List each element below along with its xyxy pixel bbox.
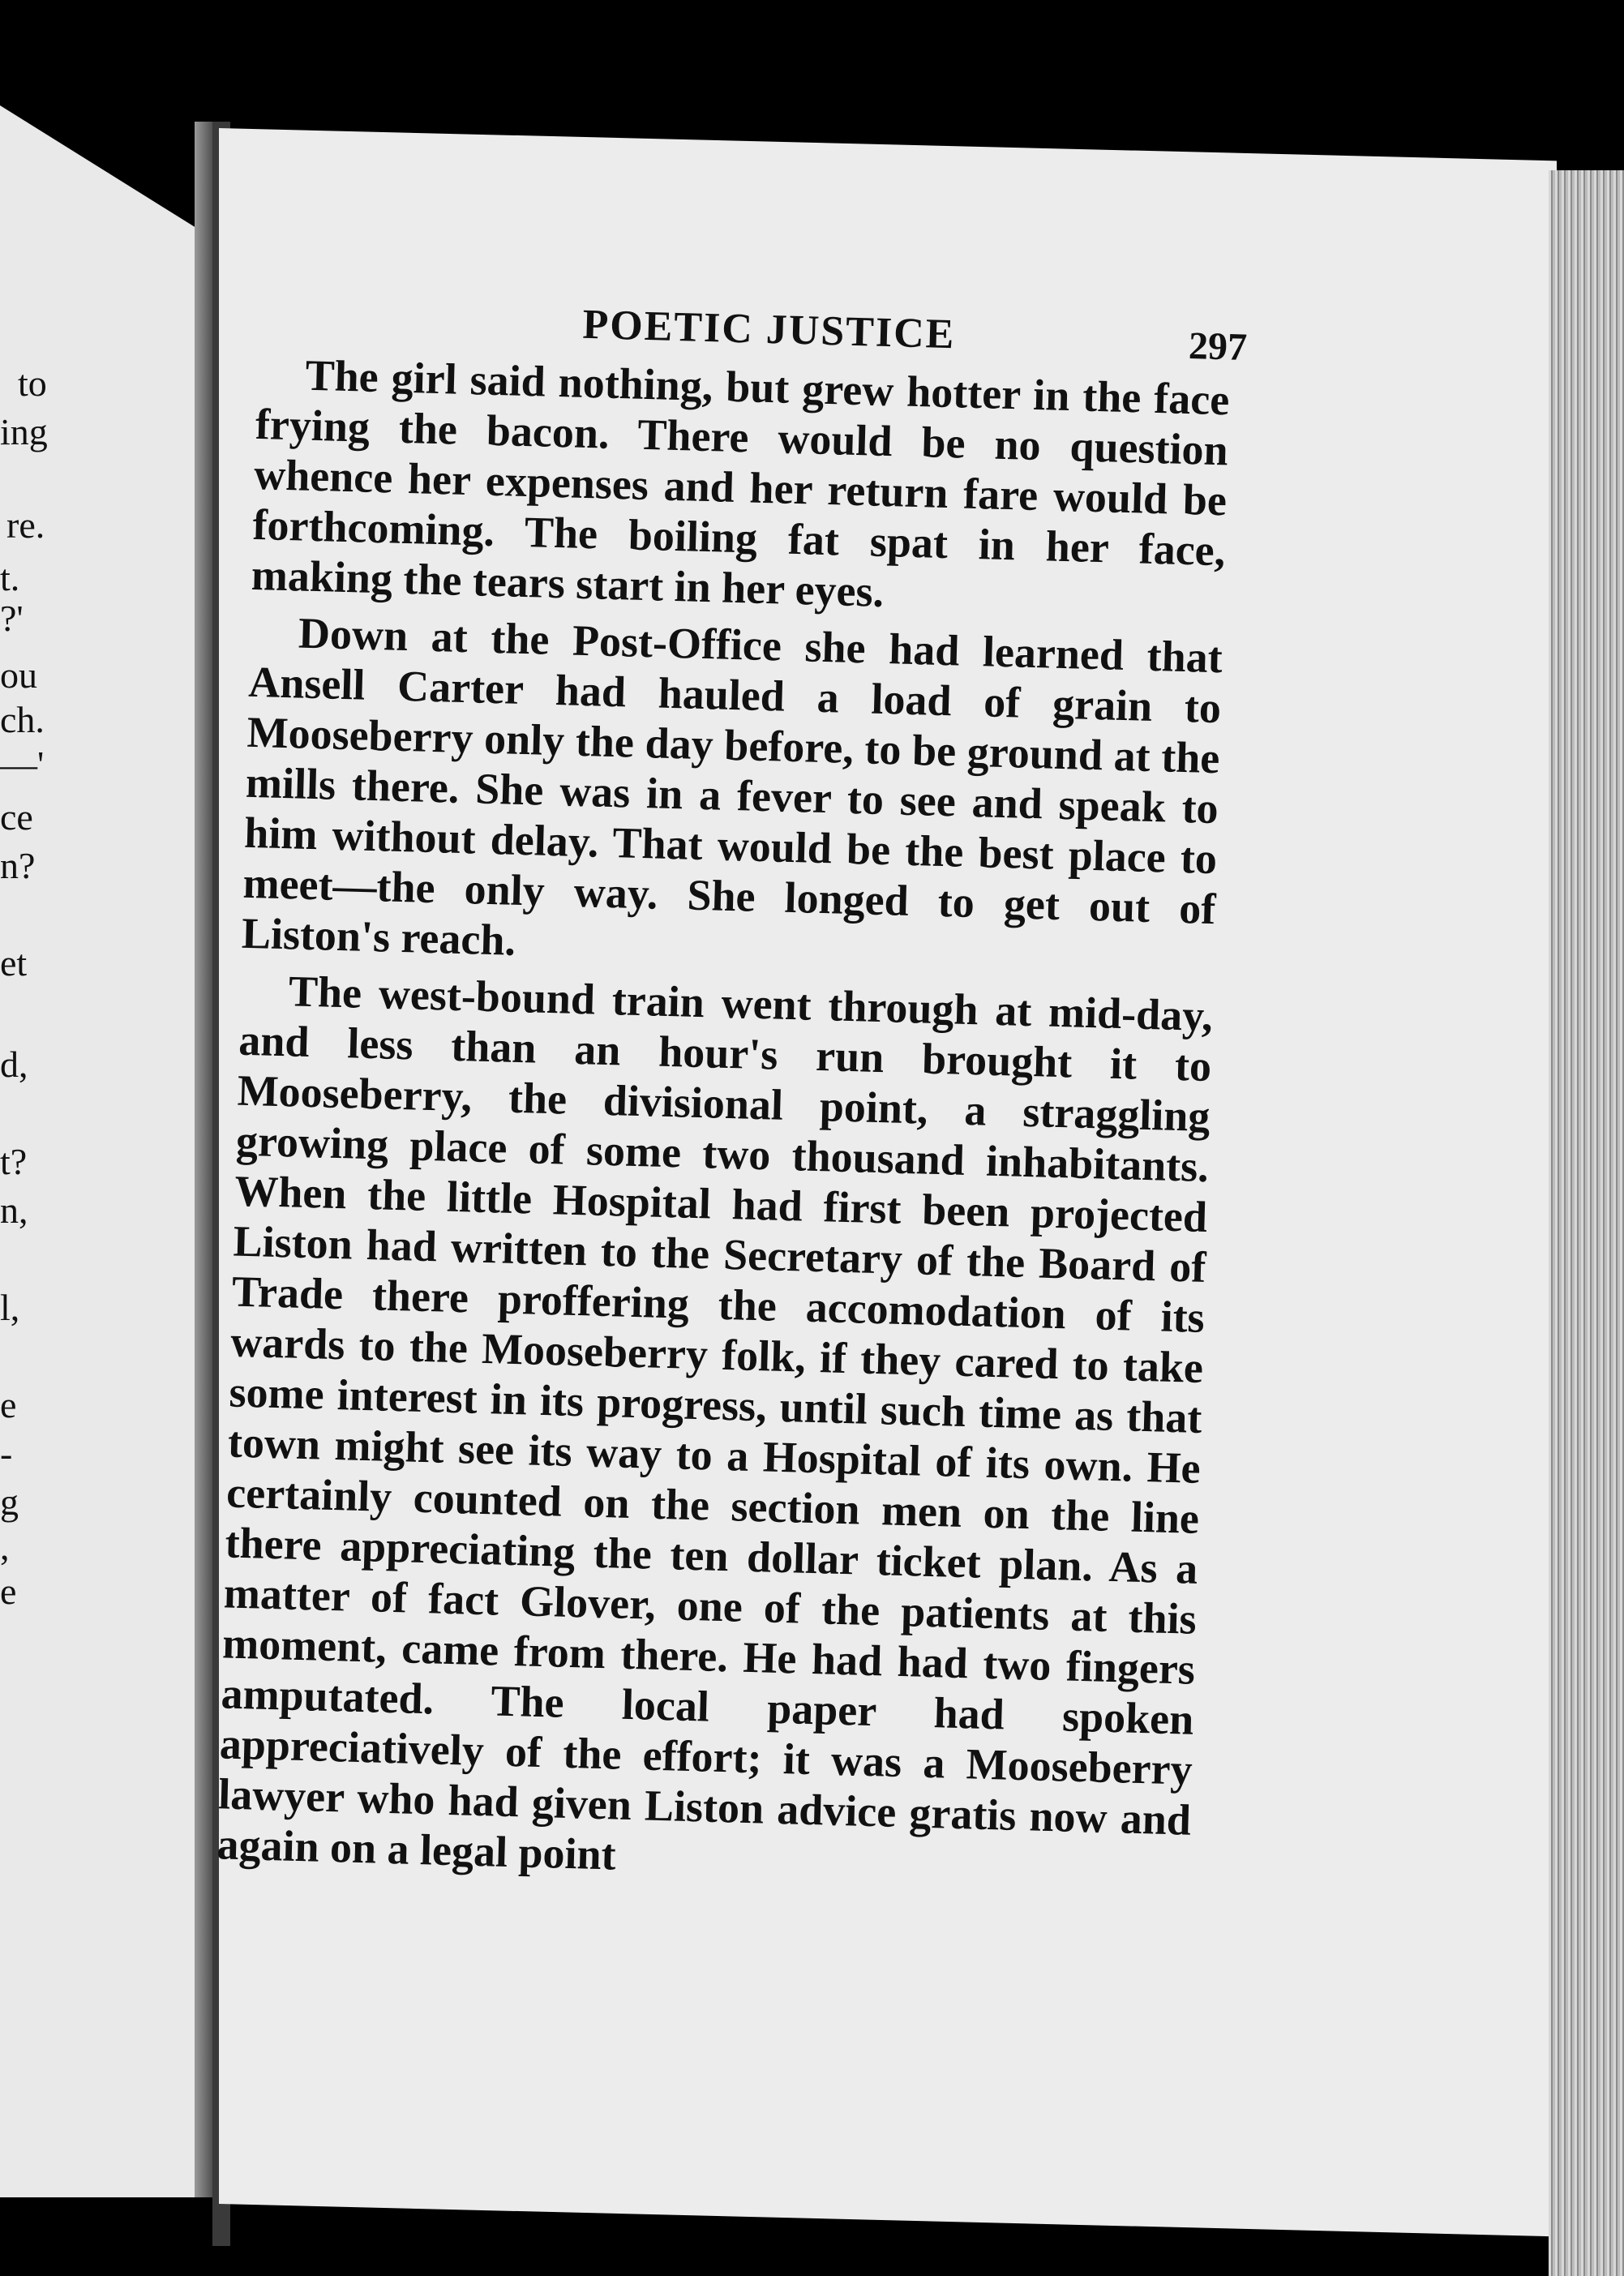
paragraph: The girl said nothing, but grew hotter in the face frying the bacon. There would be no question whence her expenses and her return fare would be forthcoming. The boiling fat spat in her face, making the tears start in her eyes. — [251, 350, 1231, 616]
facing-fragment: —' — [0, 744, 45, 785]
facing-fragment: , — [0, 1526, 10, 1567]
page-number: 297 — [1188, 324, 1248, 369]
facing-fragment: d, — [0, 1044, 28, 1085]
facing-fragment: e — [0, 1384, 17, 1425]
paragraph: The west-bound train went through at mid-day, and less than an hour's run brought it to Mooseberry, the divisional point, a straggling growing place of some two thousand inhabitants. When the little Hospital had first been projected Liston had written to the Secretary of the Board of Trade there proffering the accomodation of its wards to the Mooseberry folk, if they cared to take some interest in its progress, until such time as that town might see its way to a Hospital of its own. He certainly counted on the section men on the line there appreciating the ten dollar ticket plan. As a matter of fact Glover, one of the patients at this moment, came from there. He had had two fingers amputated. The local paper had spoken appreciatively of the effort; it was a Mooseberry lawyer who had given Liston advice gratis now and again on a legal point — [216, 967, 1214, 1880]
page-edges — [1549, 170, 1624, 2276]
facing-fragment: g — [0, 1481, 19, 1523]
facing-fragment: ?' — [0, 598, 24, 639]
facing-fragment: re. — [6, 504, 45, 546]
facing-fragment: l, — [0, 1287, 20, 1328]
facing-fragment: et — [0, 942, 28, 984]
facing-fragment: to — [18, 362, 47, 404]
facing-fragment: t? — [0, 1141, 28, 1182]
facing-fragment: t. — [0, 557, 20, 598]
facing-fragment: ing — [0, 411, 48, 452]
facing-fragment: ou — [0, 654, 37, 696]
facing-fragment: ch. — [0, 699, 45, 740]
page-text-block — [216, 276, 1248, 1902]
facing-fragment: n, — [0, 1189, 28, 1231]
facing-fragment: - — [0, 1433, 13, 1474]
facing-fragment: n? — [0, 845, 36, 886]
facing-fragment: ce — [0, 796, 33, 838]
paragraph: Down at the Post-Office she had learned that Ansell Carter had hauled a load of grain to Mooseberry only the day before, to be ground at the mills there. She was in a fever to see and speak to him without delay. That would be the best place to meet—the only way. She longed to get out of Liston's reach. — [241, 608, 1223, 965]
running-title: POETIC JUSTICE — [581, 301, 957, 358]
facing-fragment: e — [0, 1571, 17, 1612]
